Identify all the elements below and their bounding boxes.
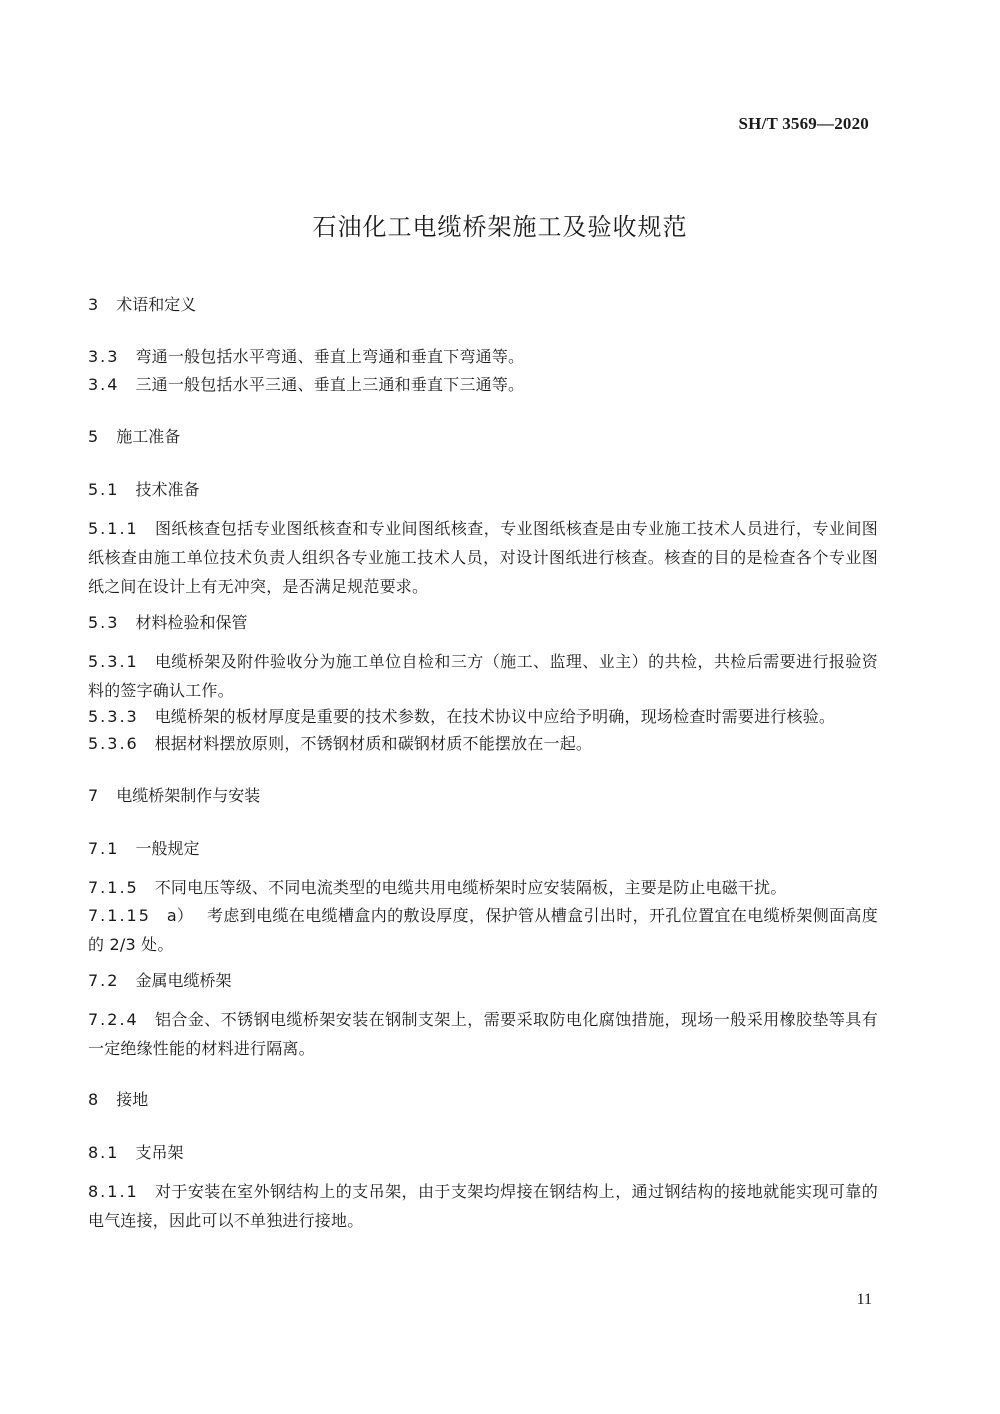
section-heading-3: [88, 290, 878, 319]
section-title: 材料检验和保管: [135, 613, 248, 632]
subsection-heading-7-1: [88, 834, 878, 863]
section-title: 施工准备: [116, 427, 181, 446]
section-number: 5.1: [88, 480, 120, 499]
clause-text: 电缆桥架的板材厚度是重要的技术参数，在技术协议中应给予明确，现场检查时需要进行核验。: [154, 707, 836, 726]
clause-number: 7.1.5: [88, 878, 139, 897]
clause-8-1-1: [88, 1177, 878, 1235]
clause-number: 5.1.1: [88, 519, 139, 538]
clause-7-2-4: [88, 1005, 878, 1063]
section-title: 术语和定义: [116, 295, 197, 314]
item-label: a）: [166, 906, 194, 925]
clause-number: 8.1.1: [88, 1182, 139, 1201]
section-title: 电缆桥架制作与安装: [116, 786, 261, 805]
clause-text: 不同电压等级、不同电流类型的电缆共用电缆桥架时应安装隔板，主要是防止电磁干扰。: [154, 878, 787, 897]
clause-number: 5.3.6: [88, 734, 139, 753]
section-number: 3: [88, 295, 101, 314]
subsection-heading-5-3: [88, 608, 878, 637]
section-number: 5: [88, 427, 101, 446]
clause-text: 根据材料摆放原则，不锈钢材质和碳钢材质不能摆放在一起。: [154, 734, 593, 753]
clause-5-1-1: [88, 514, 878, 601]
clause-text: 电缆桥架及附件验收分为施工单位自检和三方（施工、监理、业主）的共检，共检后需要进行报验资料的签字确认工作。: [88, 652, 878, 700]
clause-text: 铝合金、不锈钢电缆桥架安装在钢制支架上，需要采取防电化腐蚀措施，现场一般采用橡胶垫等具有一定绝缘性能的材料进行隔离。: [88, 1010, 878, 1058]
section-heading-5: [88, 422, 878, 451]
section-number: 7: [88, 786, 101, 805]
clause-number: 7.2.4: [88, 1010, 139, 1029]
page-number: 11: [856, 1291, 872, 1308]
section-number: 5.3: [88, 613, 120, 632]
clause-number: 3.3: [88, 347, 120, 366]
clause-7-1-5: [88, 873, 878, 902]
clause-5-3-6: [88, 729, 878, 758]
clause-number: 5.3.3: [88, 707, 139, 726]
clause-text: 三通一般包括水平三通、垂直上三通和垂直下三通等。: [135, 375, 525, 394]
section-number: 8.1: [88, 1143, 120, 1162]
clause-5-3-3: [88, 702, 878, 731]
clause-text: 对于安装在室外钢结构上的支吊架，由于支架均焊接在钢结构上，通过钢结构的接地就能实现可靠的电气连接，因此可以不单独进行接地。: [88, 1182, 878, 1230]
section-title: 一般规定: [135, 839, 200, 858]
section-title: 金属电缆桥架: [135, 971, 232, 990]
clause-text: 图纸核查包括专业图纸核查和专业间图纸核查，专业图纸核查是由专业施工技术人员进行，专业间图纸核查由施工单位技术负责人组织各专业施工技术人员，对设计图纸进行核查。核查的目的是检查各个专业图纸之间在设计上有无冲突，是否满足规范要求。: [88, 519, 878, 596]
clause-number: 7.1.15: [88, 906, 151, 925]
section-number: 7.2: [88, 971, 120, 990]
clause-7-1-15: [88, 901, 878, 959]
standard-code: SH/T 3569—2020: [738, 114, 869, 133]
section-number: 8: [88, 1090, 101, 1109]
clause-3-3: [88, 342, 878, 371]
subsection-heading-8-1: [88, 1138, 878, 1167]
clause-3-4: [88, 370, 878, 399]
clause-5-3-1: [88, 647, 878, 705]
section-heading-7: [88, 781, 878, 810]
subsection-heading-7-2: [88, 966, 878, 995]
section-heading-8: [88, 1085, 878, 1114]
clause-text: 考虑到电缆在电缆槽盒内的敷设厚度，保护管从槽盒引出时，开孔位置宜在电缆桥架侧面高度的 2/3 处。: [88, 906, 879, 954]
subsection-heading-5-1: [88, 475, 878, 504]
document-title: 石油化工电缆桥架施工及验收规范: [312, 213, 688, 241]
section-number: 7.1: [88, 839, 120, 858]
section-title: 技术准备: [135, 480, 200, 499]
section-title: 接地: [116, 1090, 149, 1109]
clause-number: 5.3.1: [88, 652, 139, 671]
clause-number: 3.4: [88, 375, 120, 394]
clause-text: 弯通一般包括水平弯通、垂直上弯通和垂直下弯通等。: [135, 347, 525, 366]
section-title: 支吊架: [135, 1143, 184, 1162]
